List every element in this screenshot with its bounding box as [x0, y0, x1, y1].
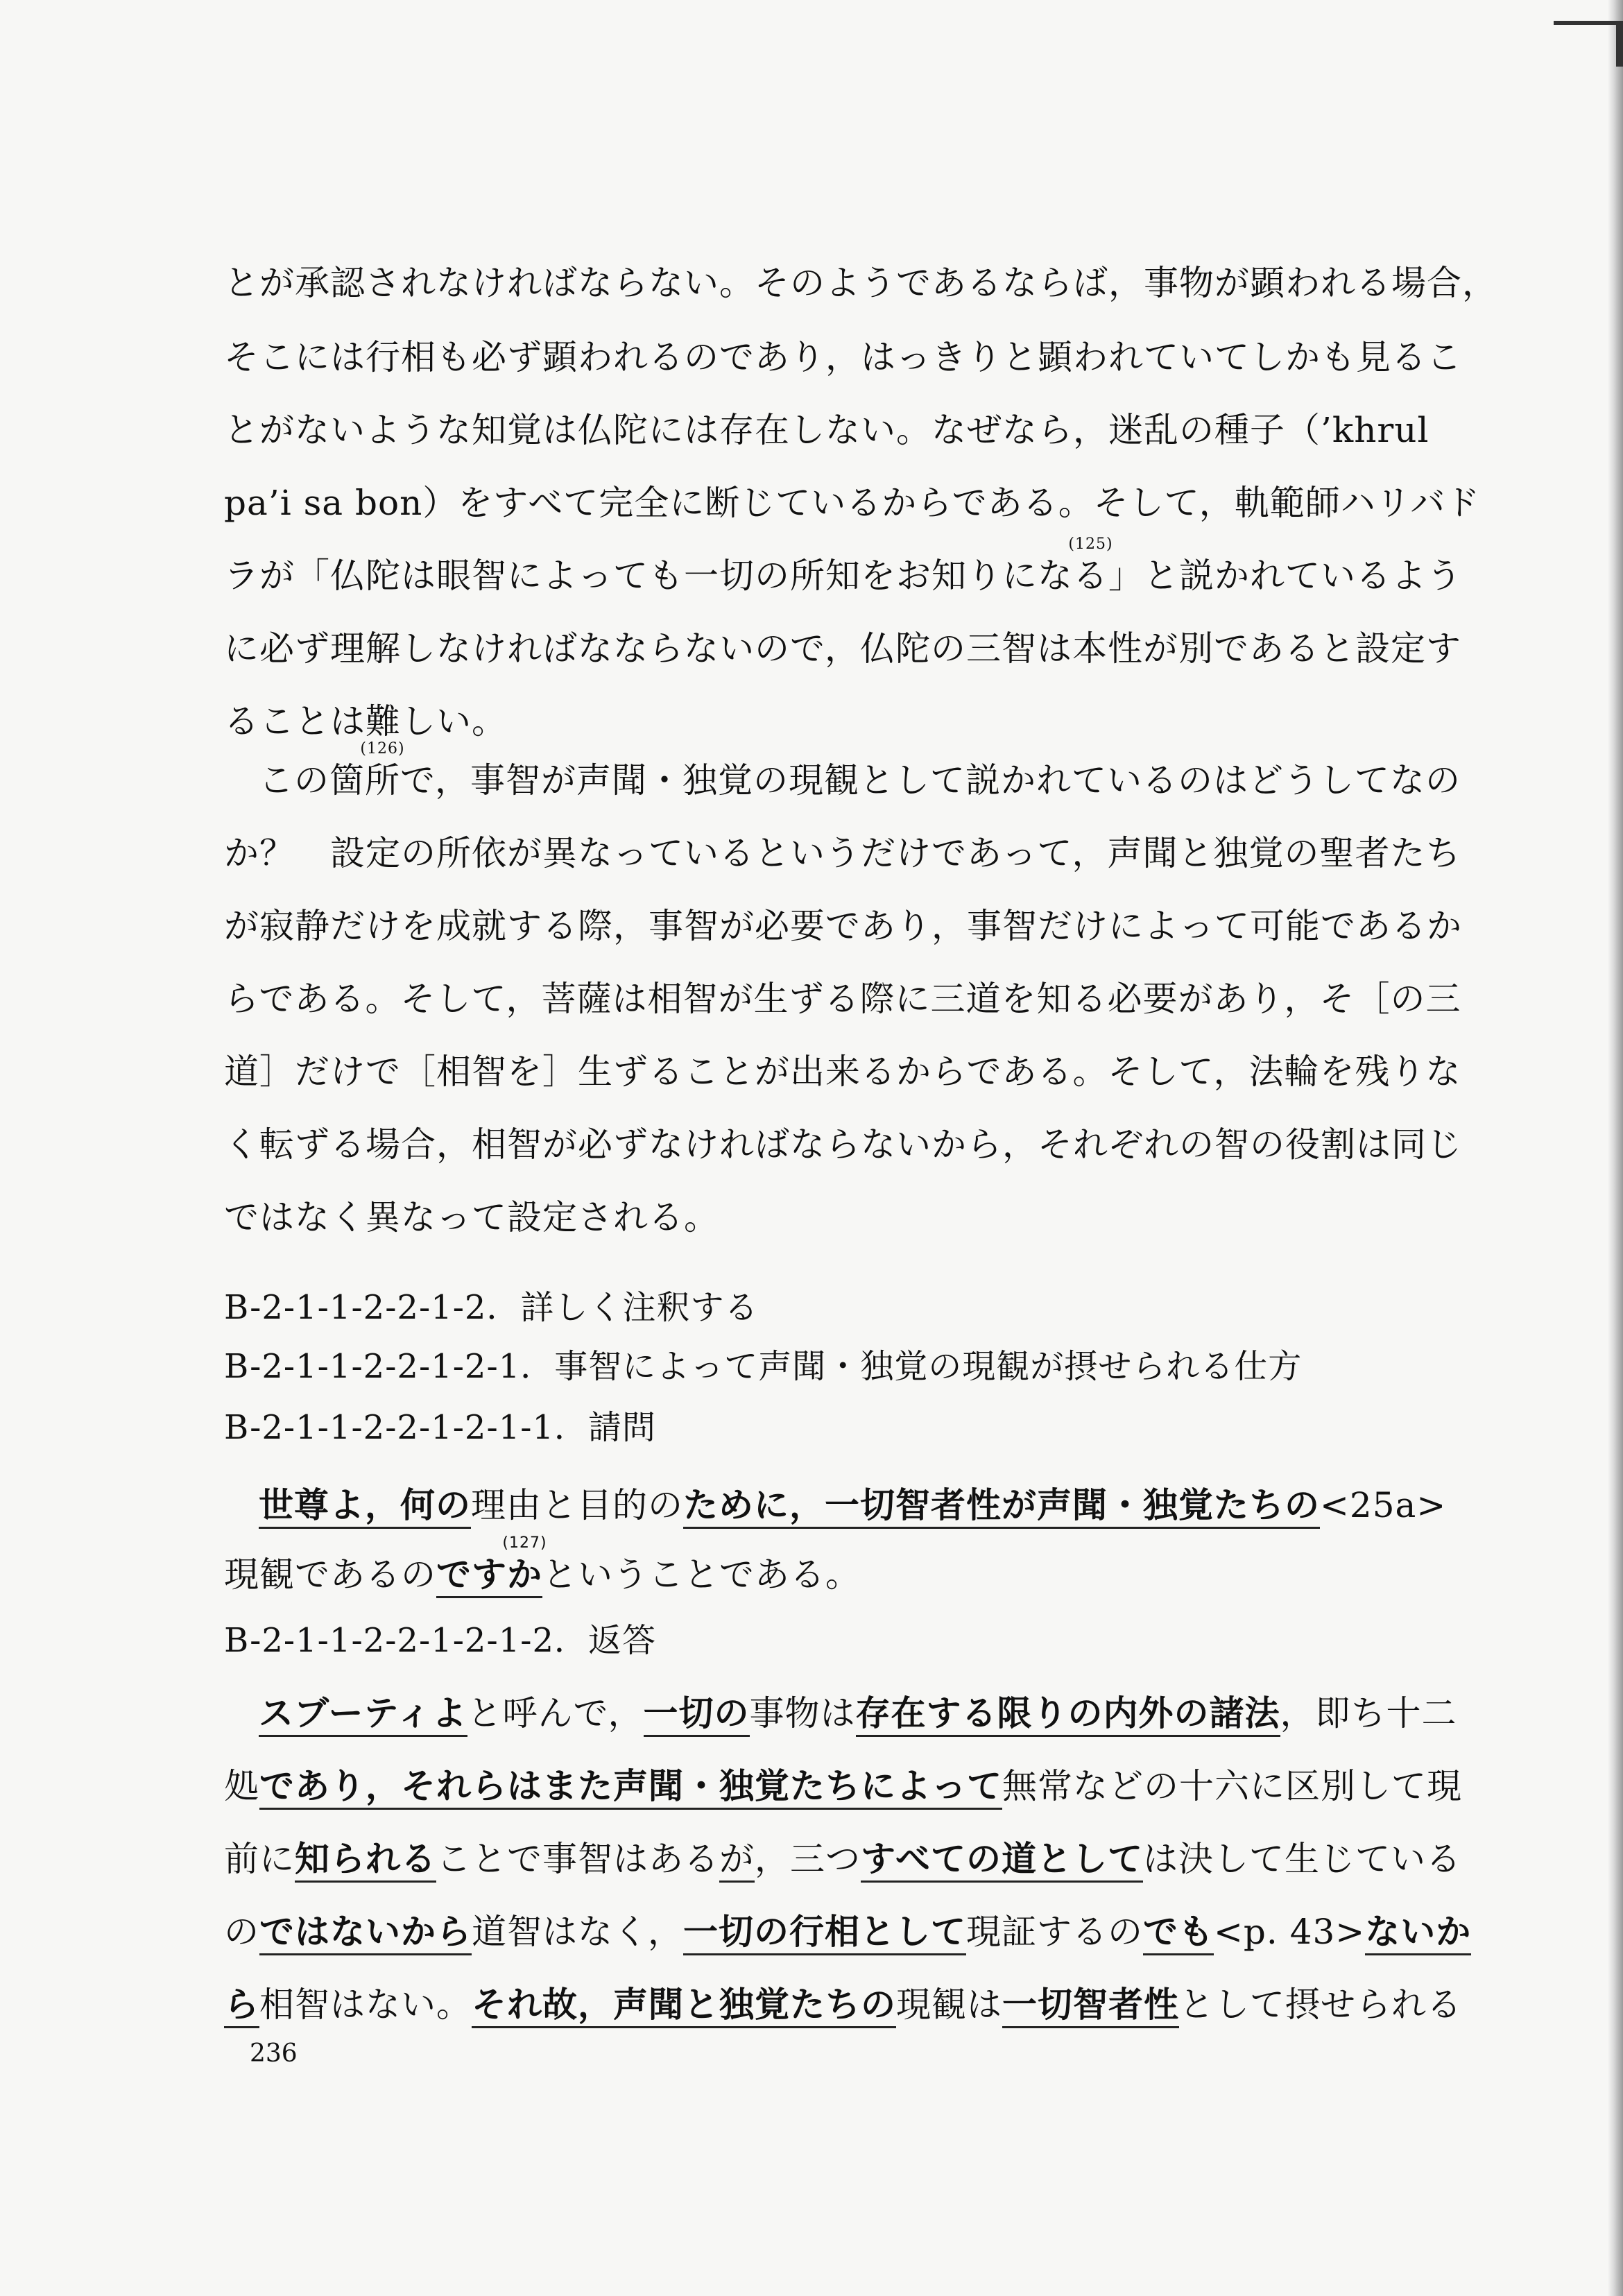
text-span: ことで事智はある — [436, 1839, 719, 1879]
text-line: に必ず理解しなければなならないので，仏陀の三智は本性が別であると設定す — [224, 628, 1461, 669]
scan-corner-mark — [1554, 21, 1623, 67]
highlighted-phrase: 一切の行相として — [683, 1912, 966, 1955]
text-line: が寂静だけを成就する際，事智が必要であり，事智だけによって可能であるか — [224, 906, 1462, 946]
text-span: で，事智が声聞・独覚の現観として説かれているのはどうしてなの — [400, 760, 1461, 800]
text-line: とが承認されなければならない。そのようであるならば，事物が顕われる場合， — [224, 263, 1497, 303]
text-span: 現観であるの — [224, 1554, 436, 1595]
highlighted-phrase — [436, 1534, 547, 1598]
text-line — [224, 1765, 1462, 1807]
text-span: ラが「仏陀は眼智によっても一切の所知をお知りにな — [224, 556, 1073, 596]
footnote-anchor — [502, 1534, 547, 1595]
text-line: か？ 設定の所依が異なっているというだけであって，声聞と独覚の聖者たち — [224, 833, 1461, 873]
section-heading: B-2-1-1-2-2-1-2-1-1．請問 — [224, 1408, 656, 1447]
text-span: ，即ち十二 — [1280, 1693, 1457, 1733]
footnote-anchor — [360, 740, 405, 801]
text-line: ることは難しい。 — [224, 701, 507, 742]
text-line — [224, 1838, 1461, 1880]
text-span: 事物は — [749, 1693, 856, 1733]
text-line: 道］だけで［相智を］生ずることが出来るからである。そして，法輪を残りな — [224, 1052, 1461, 1092]
text-line: pa’i sa bon）をすべて完全に断じているからである。そして，軌範師ハリバド — [224, 483, 1481, 523]
text-line — [259, 740, 1461, 801]
text-span: 前に — [224, 1839, 295, 1879]
text-span: 無常などの十六に区別して現 — [1002, 1766, 1462, 1806]
highlighted-phrase: 一切の — [644, 1693, 750, 1737]
text-span: 相智はない。 — [259, 1985, 472, 2025]
footnote-anchor — [1068, 536, 1113, 597]
text-line — [224, 1534, 861, 1595]
text-span: か — [507, 1554, 542, 1595]
text-span: は決して生じている — [1143, 1839, 1461, 1879]
section-heading: B-2-1-1-2-2-1-2-1．事智によって声聞・独覚の現観が摂せられる仕方 — [224, 1347, 1303, 1386]
section-heading: B-2-1-1-2-2-1-2．詳しく注釈する — [224, 1288, 759, 1327]
highlighted-phrase: が — [719, 1839, 755, 1883]
text-line: とがないような知覚は仏陀には存在しない。なぜなら，迷乱の種子（’khrul — [224, 410, 1429, 450]
highlighted-phrase: であり，それらはまた声聞・独覚たちによって — [259, 1766, 1002, 1810]
text-line: そこには行相も必ず顕われるのであり，はっきりと顕われていてしかも見るこ — [224, 337, 1462, 377]
section-heading: B-2-1-1-2-2-1-2-1-2．返答 — [224, 1621, 656, 1660]
text-span: と呼んで， — [467, 1693, 644, 1733]
highlighted-phrase: 存在する限りの内外の諸法 — [856, 1693, 1280, 1737]
text-span: 理由と目的の — [471, 1485, 683, 1525]
scan-edge-shadow — [1608, 0, 1623, 2296]
text-span: ということである。 — [542, 1554, 861, 1595]
text-span: 現証するの — [966, 1912, 1143, 1952]
page-number: 236 — [250, 2039, 298, 2068]
text-line — [259, 1484, 1446, 1526]
text-span: 現観は — [896, 1985, 1002, 2025]
text-line — [224, 1911, 1471, 1953]
text-line: らである。そして，菩薩は相智が生ずる際に三道を知る必要があり，そ［の三 — [224, 979, 1461, 1019]
text-span: 」と説かれているよう — [1108, 556, 1462, 596]
text-span: 処 — [224, 1766, 259, 1806]
highlighted-phrase: 世尊よ，何の — [259, 1485, 471, 1529]
text-span: の — [224, 1912, 259, 1952]
footnote-marker: (127) — [502, 1534, 547, 1552]
page-ref: <25a> — [1320, 1485, 1447, 1525]
text-span: です — [436, 1554, 507, 1595]
text-line — [259, 1693, 1457, 1734]
text-span: 所 — [365, 760, 400, 800]
text-span: ，三つ — [755, 1839, 861, 1879]
highlighted-phrase: すべての道として — [861, 1839, 1143, 1883]
highlighted-phrase: でも — [1143, 1912, 1214, 1955]
text-line — [224, 536, 1462, 597]
text-span: る — [1073, 556, 1108, 596]
highlighted-phrase: ために，一切智者性が声聞・独覚たちの — [683, 1485, 1320, 1529]
footnote-marker: (125) — [1068, 536, 1113, 553]
page-ref: <p. 43> — [1214, 1912, 1366, 1952]
text-line: く転ずる場合，相智が必ずなければならないから，それぞれの智の役割は同じ — [224, 1124, 1462, 1165]
footnote-marker: (126) — [360, 740, 405, 757]
text-line — [224, 1984, 1462, 2025]
text-span: この箇 — [259, 760, 365, 800]
text-span: として摂せられる — [1179, 1985, 1462, 2025]
highlighted-phrase: スブーティよ — [259, 1693, 467, 1737]
highlighted-phrase: ないか — [1365, 1912, 1471, 1955]
highlighted-phrase: 知られる — [295, 1839, 436, 1883]
highlighted-phrase: それ故，声聞と独覚たちの — [472, 1985, 896, 2028]
text-line: ではなく異なって設定される。 — [224, 1197, 719, 1237]
highlighted-phrase: 一切智者性 — [1002, 1985, 1179, 2028]
text-span: 道智はなく， — [472, 1912, 683, 1952]
highlighted-phrase: ではないから — [259, 1912, 472, 1955]
highlighted-phrase: ら — [224, 1985, 259, 2028]
